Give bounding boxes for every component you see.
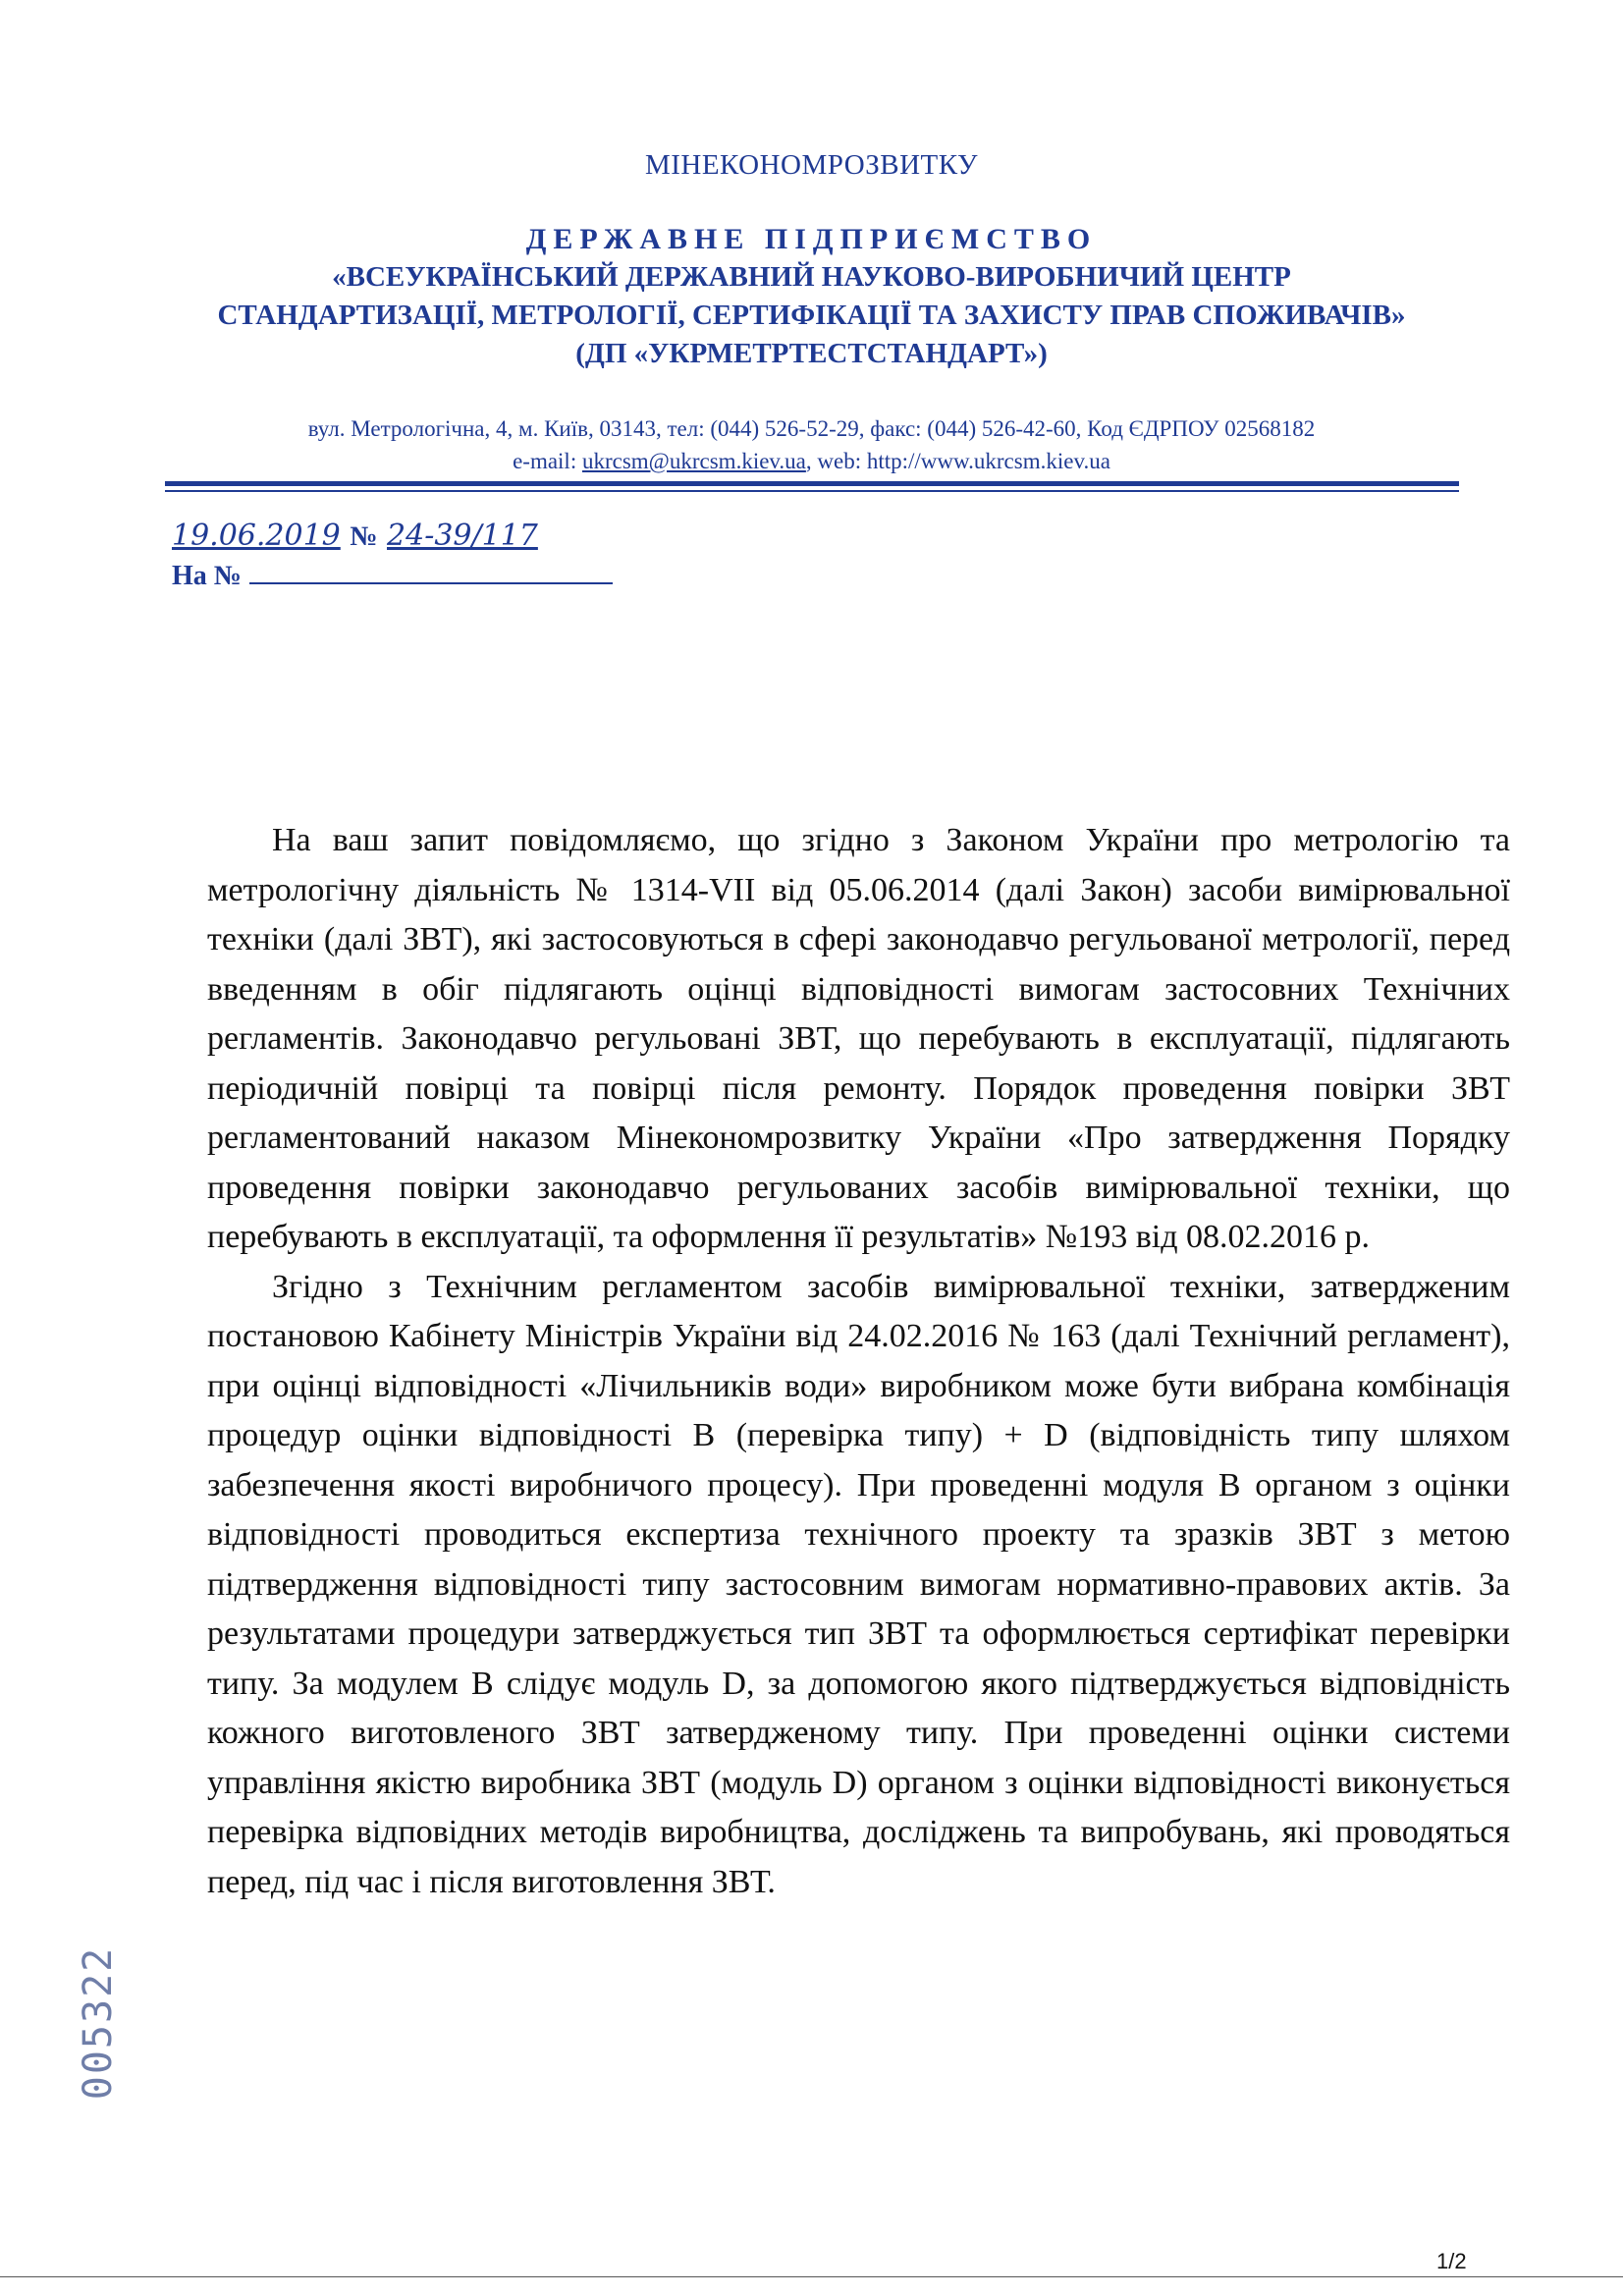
ministry-name: МІНЕКОНОМРОЗВИТКУ	[644, 149, 979, 181]
letter-date: 19.06.2019	[172, 519, 341, 553]
letter-number: 24-39/117	[387, 519, 538, 553]
incoming-reference	[172, 557, 613, 592]
paragraph-1: На ваш запит повідомляємо, що згідно з Законом України про метрологію та метрологічну діяльність № 1314-VII від 05.06.2014 (далі Закон) засоби вимірювальної техніки (далі ЗВТ), які застосовуються в сфері законодавчо регульованої метрології, перед введенням в обіг підлягають оцінці відповідності вимогам застосовних Технічних регламентів. Законодавчо регульовані ЗВТ, що перебувають в експлуатації, підлягають періодичній повірці та повірці після ремонту. Порядок проведення повірки ЗВТ регламентований наказом Мінекономрозвитку України «Про затвердження Порядку проведення повірки законодавчо регульованих засобів вимірювальної техніки, що перебувають в експлуатації, та оформлення її результатів» №193 від 08.02.2016 р.	[207, 822, 1510, 1255]
registration-stamp	[69, 1925, 128, 2121]
header-divider-thick	[165, 481, 1459, 486]
na-label: На №	[172, 561, 242, 591]
outgoing-reference	[172, 519, 538, 553]
contact-line	[0, 445, 1623, 477]
number-sign: №	[350, 521, 378, 552]
email-label: e-mail:	[513, 449, 577, 473]
na-number-blank	[249, 557, 613, 584]
address-line: вул. Метрологічна, 4, м. Київ, 03143, тел: (044) 526-52-29, факс: (044) 526-42-60, Код ЄДРПОУ 02568182	[307, 416, 1316, 441]
org-name-line-2: СТАНДАРТИЗАЦІЇ, МЕТРОЛОГІЇ, СЕРТИФІКАЦІЇ ТА ЗАХИСТУ ПРАВ СПОЖИВАЧІВ»	[217, 300, 1406, 331]
web-label: , web:	[805, 449, 862, 473]
stamp-number: 005322	[76, 1945, 121, 2101]
org-name-line-1: «ВСЕУКРАЇНСЬКИЙ ДЕРЖАВНИЙ НАУКОВО-ВИРОБНИЧИЙ ЦЕНТР	[332, 261, 1291, 293]
org-short-name: (ДП «УКРМЕТРТЕСТСТАНДАРТ»)	[575, 338, 1048, 369]
email-link[interactable]: ukrcsm@ukrcsm.kiev.ua	[581, 449, 806, 473]
web-link[interactable]: http://www.ukrcsm.kiev.ua	[866, 449, 1110, 473]
header-divider-thin	[165, 490, 1459, 492]
paragraph-2: Згідно з Технічним регламентом засобів вимірювальної техніки, затвердженим постановою Кабінету Міністрів України від 24.02.2016 № 163 (далі Технічний регламент), при оцінці відповідності «Лічильників води» виробником може бути вибрана комбінація процедур оцінки відповідності В (перевірка типу) + D (відповідність типу шляхом забезпечення якості виробничого процесу). При проведенні модуля В органом з оцінки відповідності проводиться експертиза технічного проекту та зразків ЗВТ з метою підтвердження відповідності типу застосовним вимогам нормативно-правових актів. За результатами процедури затверджується тип ЗВТ та оформлюється сертифікат перевірки типу. За модулем В слідує модуль D, за допомогою якого підтверджується відповідність кожного виготовленого ЗВТ затвердженому типу. При проведенні оцінки системи управління якістю виробника ЗВТ (модуль D) органом з оцінки відповідності виконується перевірка відповідних методів виробництва, досліджень та випробувань, які проводяться перед, під час і після виготовлення ЗВТ.	[207, 1268, 1510, 1900]
page-bottom-edge	[0, 2276, 1623, 2277]
org-type: ДЕРЖАВНЕ ПІДПРИЄМСТВО	[525, 223, 1098, 255]
letter-body	[207, 816, 1510, 1907]
organization-header	[118, 221, 1505, 373]
contact-block	[0, 412, 1623, 477]
page-number: 1/2	[1436, 2249, 1467, 2273]
